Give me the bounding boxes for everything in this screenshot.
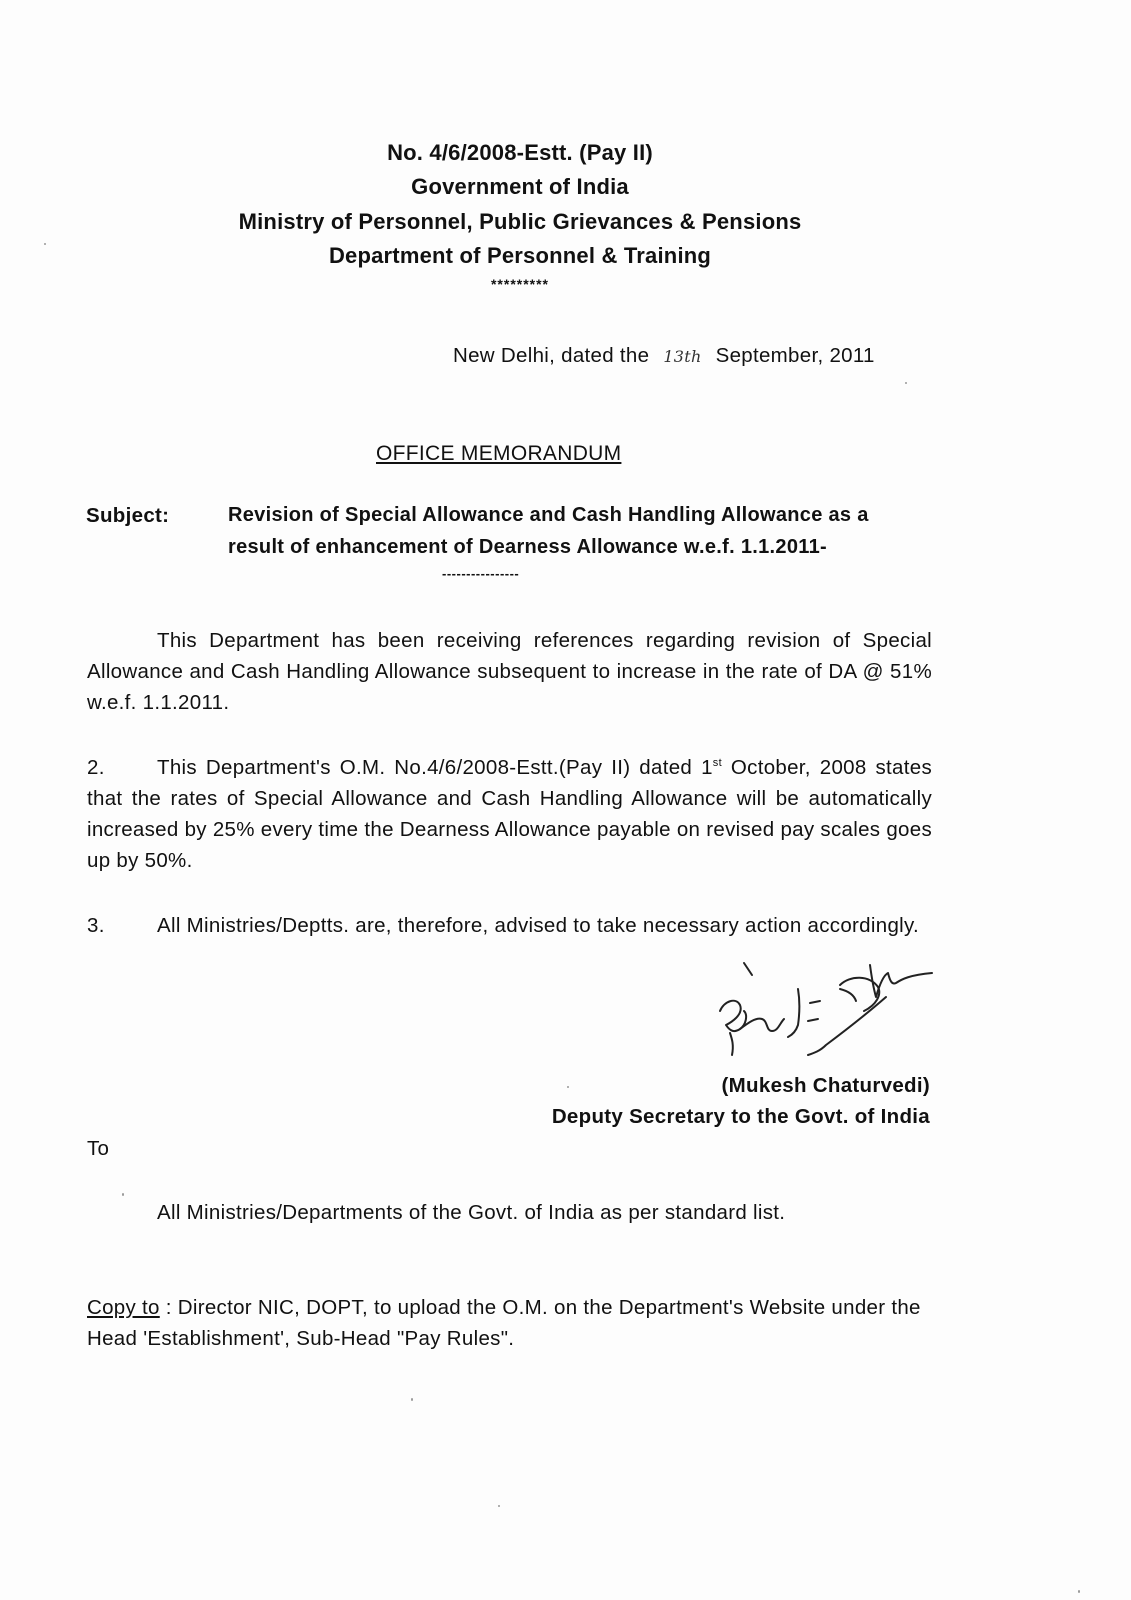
scan-speck (567, 1086, 569, 1088)
subject-rule: ---------------- (442, 566, 520, 581)
paragraph-2-text-a: This Department's O.M. No.4/6/2008-Estt.(Pay II) dated 1 (157, 756, 713, 779)
department-line: Department of Personnel & Training (328, 243, 712, 268)
paragraph-2-number: 2. (87, 756, 105, 779)
scan-speck (905, 382, 907, 384)
handwritten-date: 13th (663, 347, 702, 366)
scan-speck (1078, 1590, 1080, 1593)
handwritten-signature (700, 945, 950, 1075)
dateline-suffix: September, 2011 (715, 344, 875, 367)
dateline-prefix: New Delhi, dated the (453, 344, 650, 367)
scan-speck (498, 1505, 500, 1507)
header-stars: ********* (490, 276, 550, 292)
scan-speck (44, 243, 46, 245)
ministry-line: Ministry of Personnel, Public Grievances & Pensions (238, 209, 802, 234)
subject-line-2: result of enhancement of Dearness Allowance w.e.f. 1.1.2011- (228, 536, 827, 558)
paragraph-2-text-b: October, 2008 states that the rates of Special Allowance and Cash Handling Allowance will be automatically increased by 25% every time the Dearness Allowance payable on revised pay scales goes up by 50%. (87, 756, 932, 872)
subject-line-1: Revision of Special Allowance and Cash Handling Allowance as a (228, 504, 869, 526)
dateline (453, 340, 875, 372)
government-line: Government of India (411, 174, 629, 199)
subject-label: Subject: (86, 504, 170, 527)
paragraph-3-text: All Ministries/Deptts. are, therefore, advised to take necessary action accordingly. (157, 914, 920, 937)
signatory-name: (Mukesh Chaturvedi) (721, 1074, 930, 1097)
copy-to-label: Copy to (87, 1296, 160, 1319)
om-number: No. 4/6/2008-Estt. (Pay II) (387, 140, 653, 165)
signatory-designation: Deputy Secretary to the Govt. of India (551, 1105, 930, 1128)
scan-speck (411, 1398, 413, 1401)
paragraph-1: This Department has been receiving references regarding revision of Special Allowance and Cash Handling Allowance subsequent to increase in the rate of DA @ 51% w.e.f. 1.1.2011. (87, 629, 932, 714)
memo-title: OFFICE MEMORANDUM (376, 442, 622, 465)
scan-speck (122, 1193, 124, 1196)
paragraph-3 (87, 910, 932, 941)
paragraph-2-sup: st (712, 757, 722, 770)
recipients: All Ministries/Departments of the Govt. of India as per standard list. (157, 1201, 786, 1224)
paragraph-3-number: 3. (87, 914, 105, 937)
copy-to-text: : Director NIC, DOPT, to upload the O.M. on the Department's Website under the Head 'Establishment', Sub-Head "Pay Rules". (87, 1296, 921, 1350)
copy-to (87, 1292, 937, 1354)
paragraph-2 (87, 752, 932, 876)
to-label: To (87, 1137, 110, 1160)
